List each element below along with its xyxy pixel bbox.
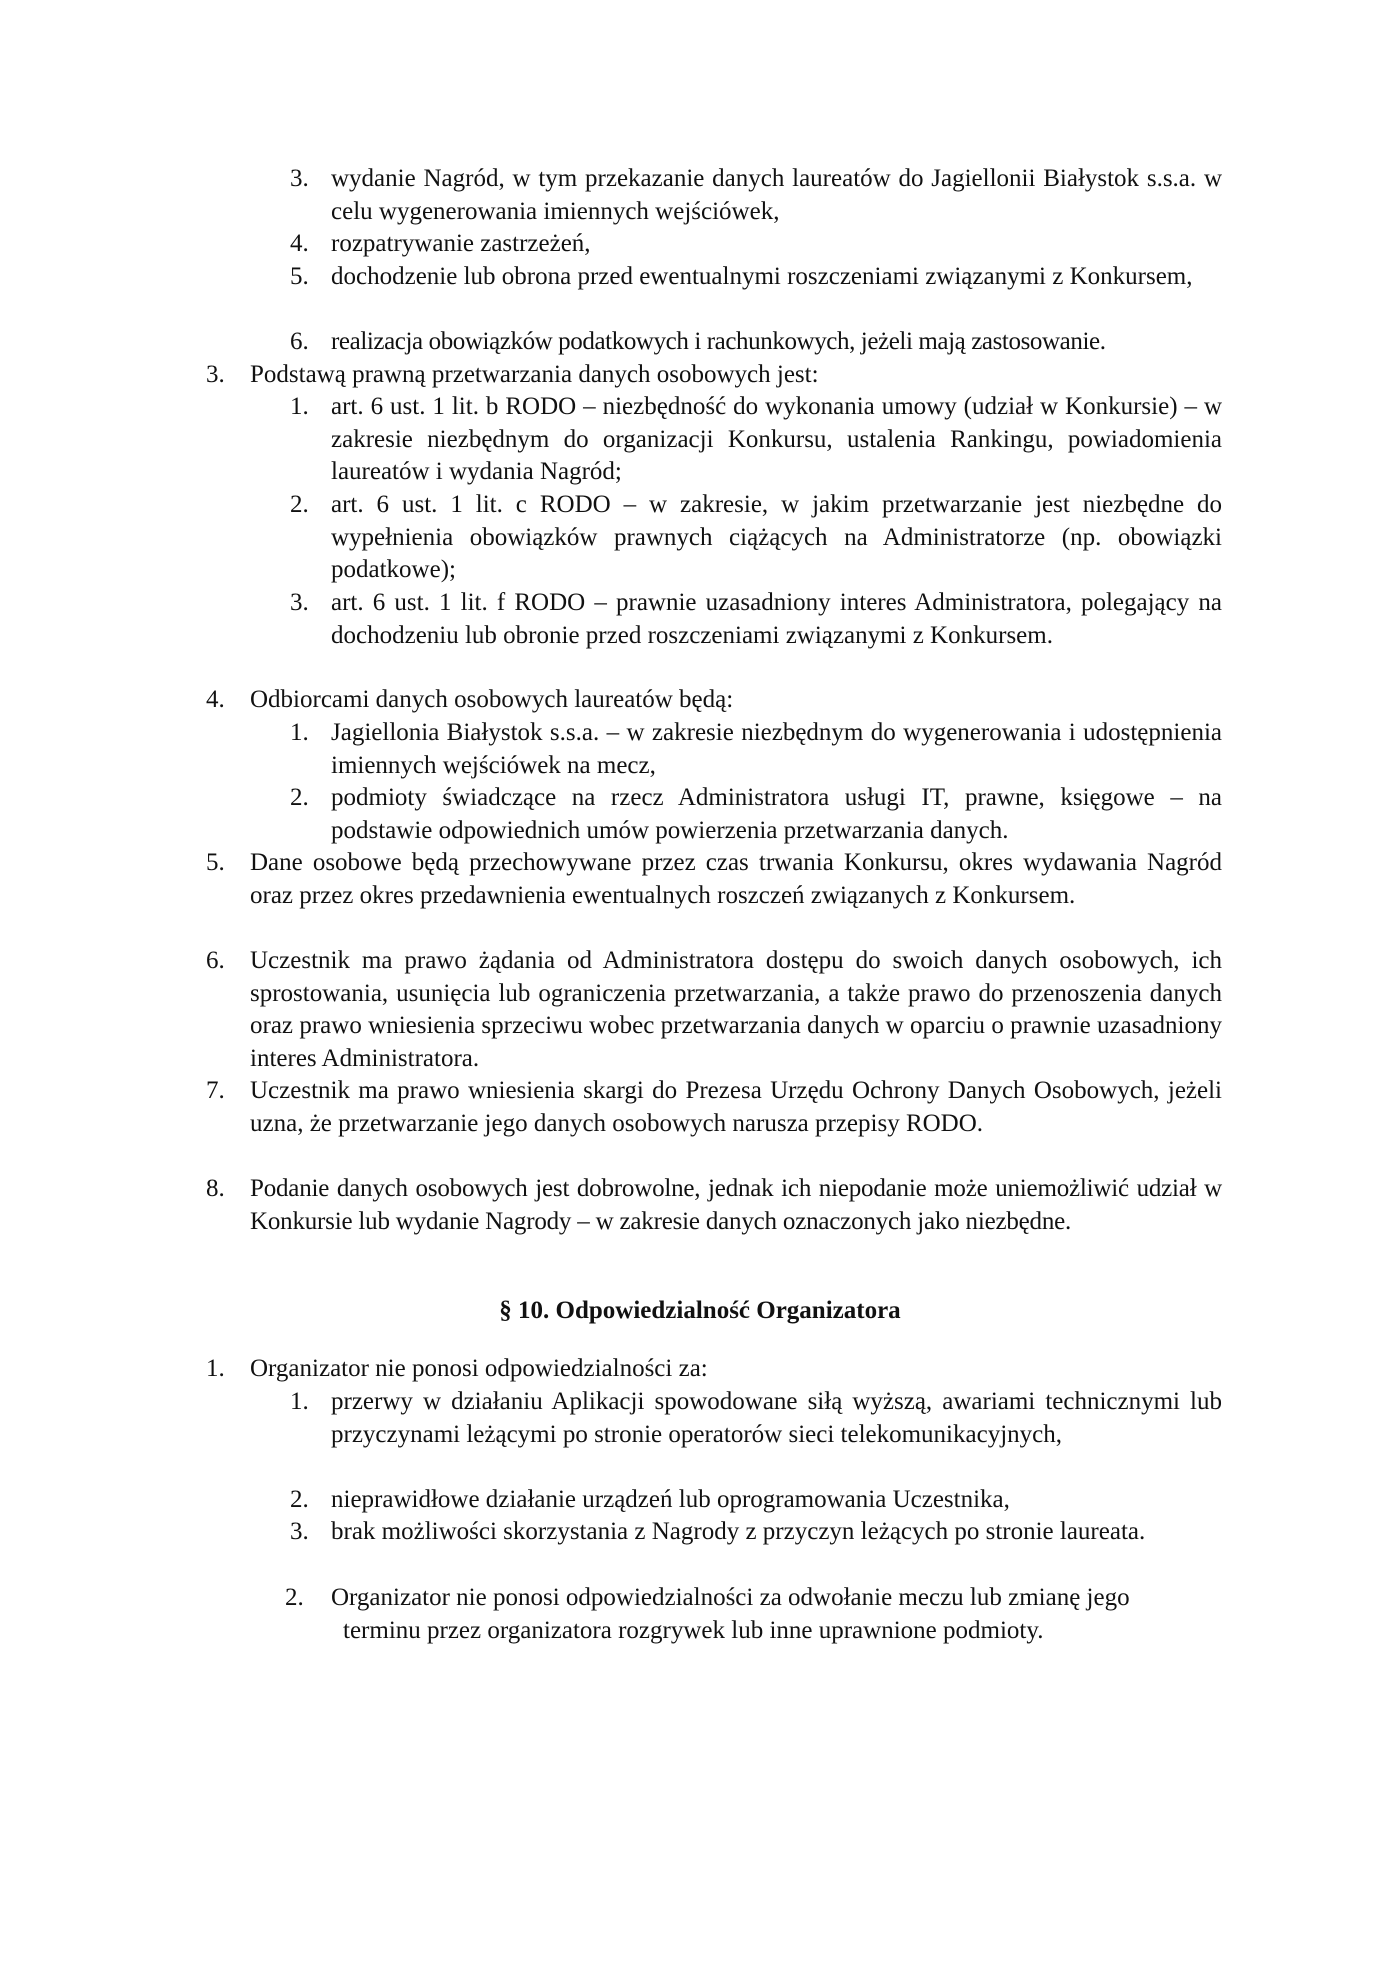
item-text: Dane osobowe będą przechowywane przez czas trwania Konkursu, okres wydawania Nagród oraz przez okres przedawnienia ewentualnych roszczeń związanych z Konkursem. [250,849,1222,909]
list-item [290,587,1222,652]
list-item [290,163,1222,228]
list-item [290,228,1222,261]
item-text: Podanie danych osobowych jest dobrowolne, jednak ich niepodanie może uniemożliwić udział w Konkursie lub wydanie Nagrody – w zakresie danych oznaczonych jako niezbędne. [250,1175,1222,1235]
list-item [206,359,1222,392]
list-item [290,1484,1222,1517]
item-number: 3. [290,165,309,192]
item-number: 5. [206,849,225,876]
list-item [290,391,1222,489]
list-item [206,945,1222,1075]
item-number: 5. [290,263,309,290]
list-item [206,847,1222,912]
list-item [290,489,1222,587]
item-number: 2. [290,784,309,811]
list-item [206,1173,1222,1238]
list-item [206,1353,1222,1386]
item-text: art. 6 ust. 1 lit. c RODO – w zakresie, w jakim przetwarzanie jest niezbędne do wypełnienia obowiązków prawnych ciążących na Administratorze (np. obowiązki podatkowe); [331,491,1222,584]
item-text: Odbiorcami danych osobowych laureatów będą: [250,686,734,713]
item-text: Uczestnik ma prawo wniesienia skargi do Prezesa Urzędu Ochrony Danych Osobowych, jeżeli uzna, że przetwarzanie jego danych osobowych narusza przepisy RODO. [250,1077,1222,1137]
item-number: 1. [290,393,309,420]
item-number: 1. [290,719,309,746]
list-item [290,326,1222,359]
item-number: 6. [206,947,225,974]
item-text: Jagiellonia Białystok s.s.a. – w zakresie niezbędnym do wygenerowania i udostępnienia imiennych wejściówek na mecz, [331,719,1222,779]
item-number: 2. [290,1486,309,1513]
item-number: 8. [206,1175,225,1202]
item-text-line1-wrap [331,1582,1130,1615]
item-text: Organizator nie ponosi odpowiedzialności za: [250,1355,708,1382]
item-text: Uczestnik ma prawo żądania od Administratora dostępu do swoich danych osobowych, ich sprostowania, usunięcia lub ograniczenia przetwarzania, a także prawo do przenoszenia danych oraz prawo wniesienia sprzeciwu wobec przetwarzania danych w oparciu o prawnie uzasadniony interes Administratora. [250,947,1222,1072]
item-text: wydanie Nagród, w tym przekazanie danych laureatów do Jagiellonii Białystok s.s.a. w celu wygenerowania imiennych wejściówek, [331,165,1222,225]
item-text-line1: Organizator nie ponosi odpowiedzialności za odwołanie meczu lub zmianę jego [331,1584,1130,1611]
item-text: art. 6 ust. 1 lit. f RODO – prawnie uzasadniony interes Administratora, polegający na dochodzeniu lub obronie przed roszczeniami związanymi z Konkursem. [331,589,1222,649]
list-item [290,261,1222,294]
list-item [290,1516,1222,1549]
item-number: 6. [290,328,309,355]
item-number: 3. [206,361,225,388]
list-item [206,1075,1222,1140]
item-number: 3. [290,589,309,616]
item-text: przerwy w działaniu Aplikacji spowodowane siłą wyższą, awariami technicznymi lub przyczynami leżącymi po stronie operatorów sieci telekomunikacyjnych, [331,1388,1222,1448]
section-heading: § 10. Odpowiedzialność Organizatora [499,1297,901,1324]
item-number: 7. [206,1077,225,1104]
item-text: rozpatrywanie zastrzeżeń, [331,230,591,257]
item-text: brak możliwości skorzystania z Nagrody z przyczyn leżących po stronie laureata. [331,1518,1146,1545]
item-text: podmioty świadczące na rzecz Administratora usługi IT, prawne, księgowe – na podstawie odpowiednich umów powierzenia przetwarzania danych. [331,784,1222,844]
list-item [290,1386,1222,1451]
item-number: 4. [206,686,225,713]
item-text-line2: terminu przez organizatora rozgrywek lub inne uprawnione podmioty. [343,1617,1044,1644]
item-text: Podstawą prawną przetwarzania danych osobowych jest: [250,361,819,388]
item-text: nieprawidłowe działanie urządzeń lub oprogramowania Uczestnika, [331,1486,1010,1513]
item-number: 4. [290,230,309,257]
item-number: 1. [290,1388,309,1415]
list-item [290,782,1222,847]
item-text: art. 6 ust. 1 lit. b RODO – niezbędność do wykonania umowy (udział w Konkursie) – w zakresie niezbędnym do organizacji Konkursu, ustalenia Rankingu, powiadomienia laureatów i wydania Nagród; [331,393,1222,486]
item-number: 1. [206,1355,225,1382]
item-number: 2. [285,1584,304,1611]
list-item [290,717,1222,782]
item-text: dochodzenie lub obrona przed ewentualnymi roszczeniami związanymi z Konkursem, [331,263,1193,290]
list-item [206,684,1222,717]
item-number: 2. [290,491,309,518]
item-text: realizacja obowiązków podatkowych i rachunkowych, jeżeli mają zastosowanie. [331,328,1106,355]
item-number: 3. [290,1518,309,1545]
